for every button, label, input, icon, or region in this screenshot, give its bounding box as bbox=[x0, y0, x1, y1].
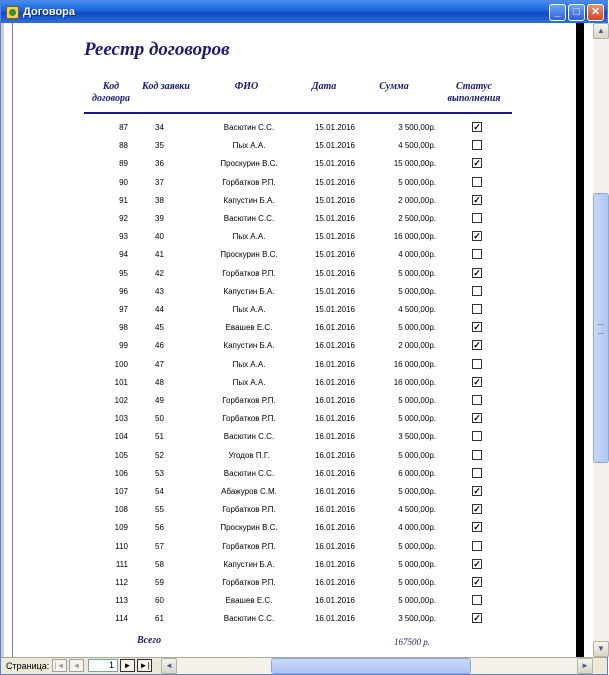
request-id-cell: 39 bbox=[155, 214, 164, 223]
name-cell: Пых А.А. bbox=[232, 305, 266, 314]
checkbox-unchecked-icon bbox=[472, 286, 482, 296]
sum-cell: 4 500,00р. bbox=[398, 305, 436, 314]
request-id-cell: 52 bbox=[155, 450, 164, 460]
date-cell: 15.01.2016 bbox=[314, 159, 356, 169]
contract-id-cell: 102 bbox=[114, 396, 128, 405]
checkbox-checked-icon: ✓ bbox=[473, 122, 481, 132]
table-row bbox=[84, 155, 512, 173]
name-cell: Проскурин В.С. bbox=[220, 159, 278, 169]
contract-id-cell: 90 bbox=[119, 177, 128, 187]
name-cell: Васютин С.С. bbox=[223, 614, 275, 624]
table-row bbox=[84, 538, 512, 556]
contract-id-cell: 87 bbox=[119, 123, 128, 132]
sum-cell: 5 000,00р. bbox=[398, 578, 436, 587]
date-cell: 16.01.2016 bbox=[314, 341, 356, 351]
close-button[interactable]: ✕ bbox=[587, 4, 604, 21]
checkbox-checked-icon: ✓ bbox=[473, 522, 481, 533]
column-header-request-id: Код заявки bbox=[142, 81, 190, 92]
contract-id-cell: 98 bbox=[119, 323, 128, 333]
name-cell: Евашев Е.С. bbox=[225, 596, 273, 606]
total-value: 167500 р. bbox=[394, 637, 430, 647]
checkbox-unchecked-icon bbox=[472, 140, 482, 150]
table-row bbox=[84, 228, 512, 246]
checkbox-checked-icon: ✓ bbox=[473, 340, 481, 351]
contract-id-cell: 100 bbox=[114, 359, 128, 369]
table-row bbox=[84, 519, 512, 537]
contract-id-cell: 105 bbox=[114, 450, 128, 460]
contract-id-cell: 89 bbox=[119, 159, 128, 169]
checkbox-checked-icon: ✓ bbox=[473, 486, 481, 496]
contract-id-cell: 109 bbox=[114, 523, 128, 533]
name-cell: Горбатков Р.П. bbox=[222, 268, 276, 278]
request-id-cell: 53 bbox=[155, 468, 164, 478]
request-id-cell: 50 bbox=[155, 414, 164, 424]
sum-cell: 5 000,00р. bbox=[398, 450, 436, 460]
table-row bbox=[84, 574, 512, 592]
contract-id-cell: 107 bbox=[114, 487, 128, 496]
vertical-scroll-thumb[interactable] bbox=[593, 193, 609, 463]
table-row bbox=[84, 337, 512, 355]
date-cell: 16.01.2016 bbox=[314, 432, 356, 442]
contract-id-cell: 97 bbox=[119, 305, 128, 314]
scroll-up-arrow-icon[interactable]: ▲ bbox=[593, 23, 609, 39]
sum-cell: 5 000,00р. bbox=[398, 268, 436, 278]
request-id-cell: 47 bbox=[155, 359, 164, 369]
table-row bbox=[84, 246, 512, 264]
name-cell: Капустин Б.А. bbox=[223, 286, 275, 296]
contract-id-cell: 110 bbox=[115, 541, 128, 551]
sum-cell: 3 500,00р. bbox=[398, 432, 436, 442]
date-cell: 16.01.2016 bbox=[314, 505, 356, 515]
date-cell: 16.01.2016 bbox=[314, 468, 356, 478]
sum-cell: 4 500,00р. bbox=[398, 141, 436, 151]
request-id-cell: 34 bbox=[155, 123, 164, 132]
scroll-right-arrow-icon[interactable]: ► bbox=[577, 658, 593, 674]
checkbox-unchecked-icon bbox=[472, 450, 482, 460]
column-header-status: Статус выполнения bbox=[447, 81, 501, 104]
column-header-sum: Сумма bbox=[379, 81, 409, 92]
sum-cell: 6 000,00р. bbox=[398, 468, 436, 478]
navigation-bar bbox=[1, 657, 607, 674]
name-cell: Горбатков Р.П. bbox=[222, 541, 276, 551]
sum-cell: 5 000,00р. bbox=[398, 286, 436, 296]
checkbox-unchecked-icon bbox=[472, 213, 482, 223]
date-cell: 15.01.2016 bbox=[314, 232, 356, 242]
date-cell: 16.01.2016 bbox=[314, 614, 356, 624]
request-id-cell: 43 bbox=[155, 286, 164, 296]
page-number-input[interactable]: 1 bbox=[88, 659, 118, 672]
sum-cell: 5 000,00р. bbox=[398, 323, 436, 333]
contract-id-cell: 113 bbox=[115, 596, 128, 606]
window-title: Договора bbox=[23, 6, 76, 18]
table-row bbox=[84, 119, 512, 137]
contract-id-cell: 88 bbox=[119, 141, 128, 151]
sum-cell: 5 000,00р. bbox=[398, 559, 436, 569]
date-cell: 16.01.2016 bbox=[314, 487, 356, 496]
table-row bbox=[84, 319, 512, 337]
name-cell: Васютин С.С. bbox=[223, 468, 275, 478]
column-header-name: ФИО bbox=[234, 81, 259, 92]
checkbox-checked-icon: ✓ bbox=[473, 158, 481, 169]
page-left-edge bbox=[12, 23, 13, 657]
date-cell: 15.01.2016 bbox=[314, 250, 356, 260]
checkbox-checked-icon: ✓ bbox=[473, 577, 481, 587]
contract-id-cell: 93 bbox=[119, 232, 128, 242]
request-id-cell: 55 bbox=[155, 505, 164, 515]
total-label: Всего bbox=[137, 635, 162, 646]
checkbox-checked-icon: ✓ bbox=[473, 267, 481, 278]
date-cell: 16.01.2016 bbox=[314, 559, 356, 569]
contract-id-cell: 104 bbox=[114, 432, 128, 442]
name-cell: Капустин Б.А. bbox=[223, 559, 275, 569]
sum-cell: 5 000,00р. bbox=[398, 414, 436, 424]
date-cell: 15.01.2016 bbox=[314, 214, 356, 223]
sum-cell: 5 000,00р. bbox=[398, 396, 436, 405]
request-id-cell: 58 bbox=[155, 559, 164, 569]
vertical-scrollbar[interactable] bbox=[593, 23, 609, 657]
name-cell: Горбатков Р.П. bbox=[222, 396, 276, 405]
table-row bbox=[84, 610, 512, 628]
request-id-cell: 49 bbox=[155, 396, 164, 405]
checkbox-checked-icon: ✓ bbox=[473, 231, 481, 242]
checkbox-unchecked-icon bbox=[472, 431, 482, 441]
request-id-cell: 37 bbox=[155, 177, 164, 187]
table-row bbox=[84, 283, 512, 301]
name-cell: Угодов П.Г. bbox=[228, 450, 270, 460]
maximize-button[interactable]: □ bbox=[568, 4, 585, 21]
date-cell: 15.01.2016 bbox=[314, 141, 356, 151]
column-header-contract-id: Код договора bbox=[92, 81, 130, 104]
checkbox-checked-icon: ✓ bbox=[473, 504, 481, 515]
report-viewport bbox=[4, 23, 604, 657]
date-cell: 16.01.2016 bbox=[314, 578, 356, 587]
horizontal-scroll-thumb[interactable] bbox=[271, 658, 471, 674]
request-id-cell: 41 bbox=[155, 250, 164, 260]
name-cell: Горбатков Р.П. bbox=[222, 414, 276, 424]
page-shadow bbox=[576, 23, 584, 657]
date-cell: 16.01.2016 bbox=[314, 377, 356, 387]
scroll-down-arrow-icon[interactable]: ▼ bbox=[593, 641, 609, 657]
sum-cell: 2 000,00р. bbox=[398, 195, 436, 205]
sum-cell: 16 000,00р. bbox=[393, 232, 436, 242]
table-row bbox=[84, 410, 512, 428]
sum-cell: 5 000,00р. bbox=[398, 596, 436, 606]
name-cell: Васютин С.С. bbox=[223, 123, 275, 132]
table-row bbox=[84, 301, 512, 319]
date-cell: 16.01.2016 bbox=[314, 450, 356, 460]
request-id-cell: 36 bbox=[155, 159, 164, 169]
sum-cell: 3 500,00р. bbox=[398, 123, 436, 132]
contract-id-cell: 99 bbox=[119, 341, 128, 351]
request-id-cell: 35 bbox=[155, 141, 164, 151]
table-row bbox=[84, 483, 512, 501]
contract-id-cell: 114 bbox=[115, 614, 128, 624]
table-row bbox=[84, 592, 512, 610]
name-cell: Проскурин В.С. bbox=[220, 523, 278, 533]
request-id-cell: 59 bbox=[155, 578, 164, 587]
request-id-cell: 54 bbox=[155, 487, 164, 496]
date-cell: 15.01.2016 bbox=[314, 123, 356, 132]
sum-cell: 16 000,00р. bbox=[393, 359, 436, 369]
name-cell: Абажуров С.М. bbox=[221, 487, 277, 496]
first-page-icon[interactable]: |◄ bbox=[52, 659, 67, 672]
contract-id-cell: 95 bbox=[119, 268, 128, 278]
scroll-left-arrow-icon[interactable]: ◄ bbox=[161, 658, 177, 674]
checkbox-checked-icon: ✓ bbox=[473, 413, 481, 424]
minimize-button[interactable]: _ bbox=[549, 4, 566, 21]
name-cell: Пых А.А. bbox=[232, 377, 266, 387]
sum-cell: 2 000,00р. bbox=[398, 341, 436, 351]
contract-id-cell: 92 bbox=[119, 214, 128, 223]
horizontal-scrollbar[interactable] bbox=[161, 658, 593, 674]
sum-cell: 4 000,00р. bbox=[398, 250, 436, 260]
sum-cell: 4 000,00р. bbox=[398, 523, 436, 533]
contract-id-cell: 111 bbox=[115, 559, 128, 569]
table-row bbox=[84, 265, 512, 283]
table-row bbox=[84, 374, 512, 392]
date-cell: 16.01.2016 bbox=[314, 414, 356, 424]
sum-cell: 4 500,00р. bbox=[398, 505, 436, 515]
contract-id-cell: 91 bbox=[119, 195, 128, 205]
sum-cell: 2 500,00р. bbox=[398, 214, 436, 223]
contract-id-cell: 94 bbox=[119, 250, 128, 260]
name-cell: Пых А.А. bbox=[232, 359, 266, 369]
request-id-cell: 57 bbox=[155, 541, 164, 551]
name-cell: Капустин Б.А. bbox=[223, 341, 275, 351]
checkbox-checked-icon: ✓ bbox=[473, 558, 481, 569]
date-cell: 15.01.2016 bbox=[314, 177, 356, 187]
name-cell: Горбатков Р.П. bbox=[222, 177, 276, 187]
contract-id-cell: 103 bbox=[114, 414, 128, 424]
checkbox-unchecked-icon bbox=[472, 304, 482, 314]
checkbox-unchecked-icon bbox=[472, 468, 482, 478]
sum-cell: 16 000,00р. bbox=[393, 377, 436, 387]
request-id-cell: 61 bbox=[155, 614, 164, 624]
table-row bbox=[84, 428, 512, 446]
request-id-cell: 42 bbox=[155, 268, 164, 278]
name-cell: Горбатков Р.П. bbox=[222, 578, 276, 587]
date-cell: 15.01.2016 bbox=[314, 268, 356, 278]
sum-cell: 5 000,00р. bbox=[398, 541, 436, 551]
request-id-cell: 38 bbox=[155, 195, 164, 205]
table-row bbox=[84, 192, 512, 210]
checkbox-unchecked-icon bbox=[472, 395, 482, 405]
name-cell: Капустин Б.А. bbox=[223, 195, 275, 205]
contract-id-cell: 108 bbox=[114, 505, 128, 515]
name-cell: Васютин С.С. bbox=[223, 432, 275, 442]
column-header-date: Дата bbox=[311, 81, 337, 92]
table-row bbox=[84, 447, 512, 465]
previous-page-icon[interactable]: ◄ bbox=[69, 659, 84, 672]
checkbox-unchecked-icon bbox=[472, 595, 482, 605]
contract-id-cell: 96 bbox=[119, 286, 128, 296]
date-cell: 15.01.2016 bbox=[314, 305, 356, 314]
request-id-cell: 56 bbox=[155, 523, 164, 533]
name-cell: Пых А.А. bbox=[232, 141, 266, 151]
checkbox-unchecked-icon bbox=[472, 359, 482, 369]
request-id-cell: 48 bbox=[155, 377, 164, 387]
date-cell: 16.01.2016 bbox=[314, 541, 356, 551]
name-cell: Васютин С.С. bbox=[223, 214, 275, 223]
request-id-cell: 60 bbox=[155, 596, 164, 606]
date-cell: 16.01.2016 bbox=[314, 323, 356, 333]
checkbox-unchecked-icon bbox=[472, 541, 482, 551]
checkbox-checked-icon: ✓ bbox=[473, 322, 481, 333]
page-label: Страница: bbox=[6, 661, 50, 671]
app-icon bbox=[6, 6, 19, 19]
checkbox-checked-icon: ✓ bbox=[473, 376, 481, 387]
next-page-icon[interactable]: ► bbox=[120, 659, 135, 672]
sum-cell: 3 500,00р. bbox=[398, 614, 436, 624]
table-row bbox=[84, 501, 512, 519]
date-cell: 16.01.2016 bbox=[314, 359, 356, 369]
last-page-icon[interactable]: ►| bbox=[137, 659, 152, 672]
request-id-cell: 46 bbox=[155, 341, 164, 351]
table-row bbox=[84, 392, 512, 410]
request-id-cell: 51 bbox=[155, 432, 164, 442]
sum-cell: 5 000,00р. bbox=[398, 487, 436, 496]
date-cell: 16.01.2016 bbox=[314, 596, 356, 606]
request-id-cell: 45 bbox=[155, 323, 164, 333]
contract-id-cell: 101 bbox=[114, 377, 128, 387]
checkbox-checked-icon: ✓ bbox=[473, 613, 481, 624]
table-row bbox=[84, 210, 512, 228]
request-id-cell: 40 bbox=[155, 232, 164, 242]
sum-cell: 15 000,00р. bbox=[393, 159, 436, 169]
checkbox-checked-icon: ✓ bbox=[473, 194, 481, 205]
name-cell: Пых А.А. bbox=[232, 232, 266, 242]
table-row bbox=[84, 174, 512, 192]
date-cell: 15.01.2016 bbox=[314, 195, 356, 205]
date-cell: 15.01.2016 bbox=[314, 286, 356, 296]
date-cell: 16.01.2016 bbox=[314, 523, 356, 533]
name-cell: Евашев Е.С. bbox=[225, 323, 273, 333]
table-row bbox=[84, 137, 512, 155]
name-cell: Горбатков Р.П. bbox=[222, 505, 276, 515]
title-bar[interactable] bbox=[1, 1, 607, 23]
report-title: Реестр договоров bbox=[84, 39, 230, 60]
date-cell: 16.01.2016 bbox=[314, 396, 356, 405]
table-row bbox=[84, 556, 512, 574]
contract-id-cell: 112 bbox=[115, 578, 128, 587]
sum-cell: 5 000,00р. bbox=[398, 177, 436, 187]
checkbox-unchecked-icon bbox=[472, 177, 482, 187]
name-cell: Проскурин В.С. bbox=[220, 250, 278, 260]
table-row bbox=[84, 356, 512, 374]
checkbox-unchecked-icon bbox=[472, 249, 482, 259]
header-divider bbox=[84, 112, 512, 114]
table-row bbox=[84, 465, 512, 483]
report-page bbox=[4, 23, 584, 657]
request-id-cell: 44 bbox=[155, 305, 164, 314]
contract-id-cell: 106 bbox=[114, 468, 128, 478]
